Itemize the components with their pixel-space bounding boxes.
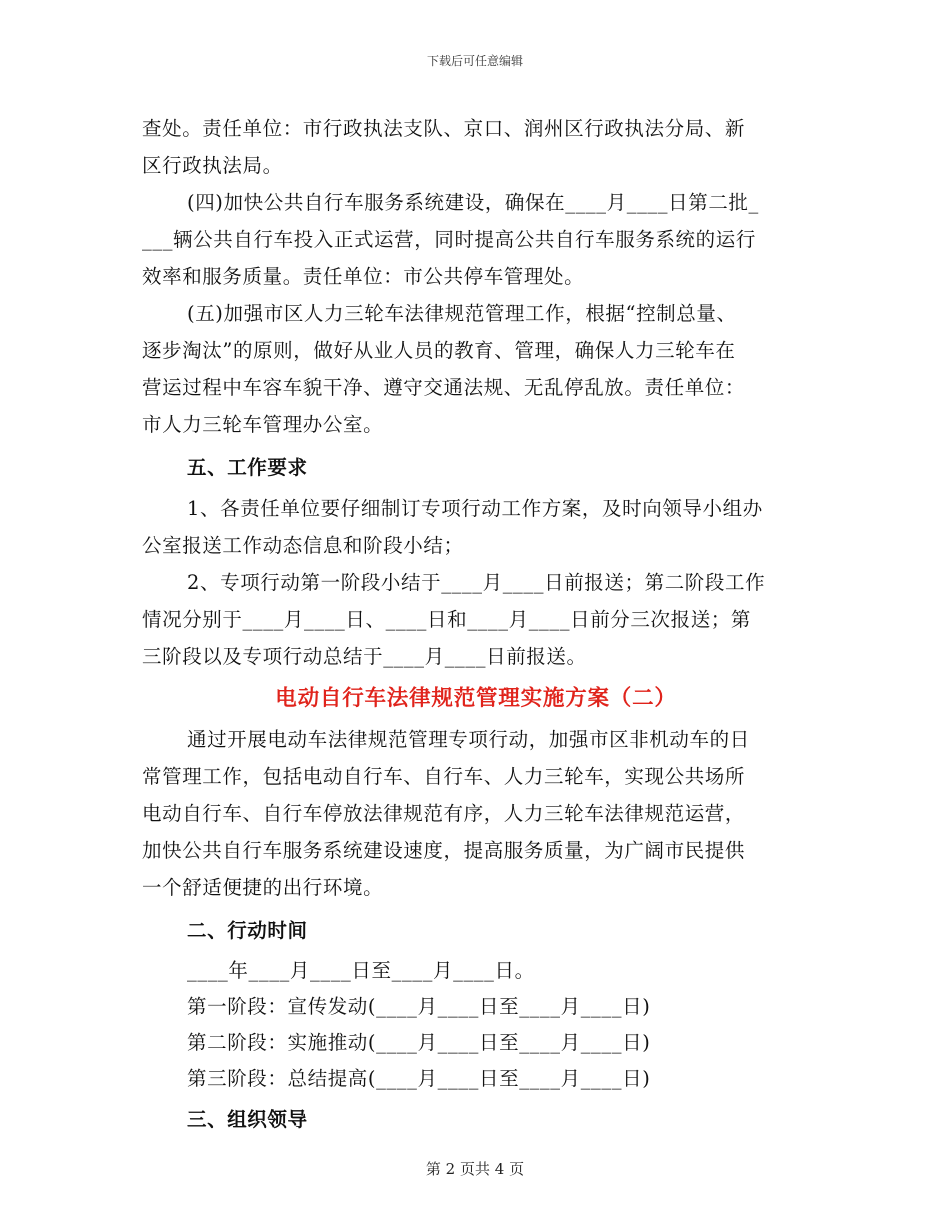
paragraph-line: 逐步淘汰”的原则，做好从业人员的教育、管理，确保人力三轮车在 [142,339,736,362]
section-heading: 二、行动时间 [187,919,308,942]
paragraph-line: 营运过程中车容车貌干净、遵守交通法规、无乱停乱放。责任单位： [142,376,746,399]
page-header: 下载后可任意编辑 [426,54,523,68]
schedule-line: 第一阶段：宣传发动(____月____日至____月____日) [187,995,651,1018]
paragraph-line: 公室报送工作动态信息和阶段小结； [142,534,464,557]
paragraph-line: 通过开展电动车法律规范管理专项行动，加强市区非机动车的日 [187,728,750,751]
schedule-line: ____年____月____日至____月____日。 [187,959,535,982]
document-title: 电动自行车法律规范管理实施方案（二） [275,686,677,711]
paragraph-line: 市人力三轮车管理办公室。 [142,413,384,436]
paragraph-line: 情况分别于____月____日、____日和____月____日前分三次报送；第 [142,608,751,631]
paragraph-line: 效率和服务质量。责任单位：市公共停车管理处。 [142,265,585,288]
page-footer: 第 2 页共 4 页 [425,1160,525,1178]
document-body [142,110,810,1138]
paragraph-line: 查处。责任单位：市行政执法支队、京口、润州区行政执法分局、新 [142,117,746,140]
paragraph-line: 2、专项行动第一阶段小结于____月____日前报送；第二阶段工作 [187,571,766,594]
paragraph-line: 常管理工作，包括电动自行车、自行车、人力三轮车，实现公共场所 [142,765,746,788]
paragraph-line: 电动自行车、自行车停放法律规范有序，人力三轮车法律规范运营， [142,802,746,825]
paragraph-line: ___辆公共自行车投入正式运营，同时提高公共自行车服务系统的运行 [142,228,756,251]
paragraph-line: (五)加强市区人力三轮车法律规范管理工作，根据“控制总量、 [187,302,737,325]
paragraph-line: 1、各责任单位要仔细制订专项行动工作方案，及时向领导小组办 [187,497,763,520]
paragraph-line: 三阶段以及专项行动总结于____月____日前报送。 [142,645,587,668]
paragraph-line: 区行政执法局。 [142,154,283,177]
paragraph-line: (四)加快公共自行车服务系统建设，确保在____月____日第二批_ [187,191,759,214]
paragraph-line: 一个舒适便捷的出行环境。 [142,876,384,899]
schedule-line: 第二阶段：实施推动(____月____日至____月____日) [187,1031,651,1054]
section-heading: 五、工作要求 [187,456,308,479]
paragraph-line: 加快公共自行车服务系统建设速度，提高服务质量，为广阔市民提供 [142,839,746,862]
schedule-line: 第三阶段：总结提高(____月____日至____月____日) [187,1067,651,1090]
section-heading: 三、组织领导 [187,1108,308,1131]
